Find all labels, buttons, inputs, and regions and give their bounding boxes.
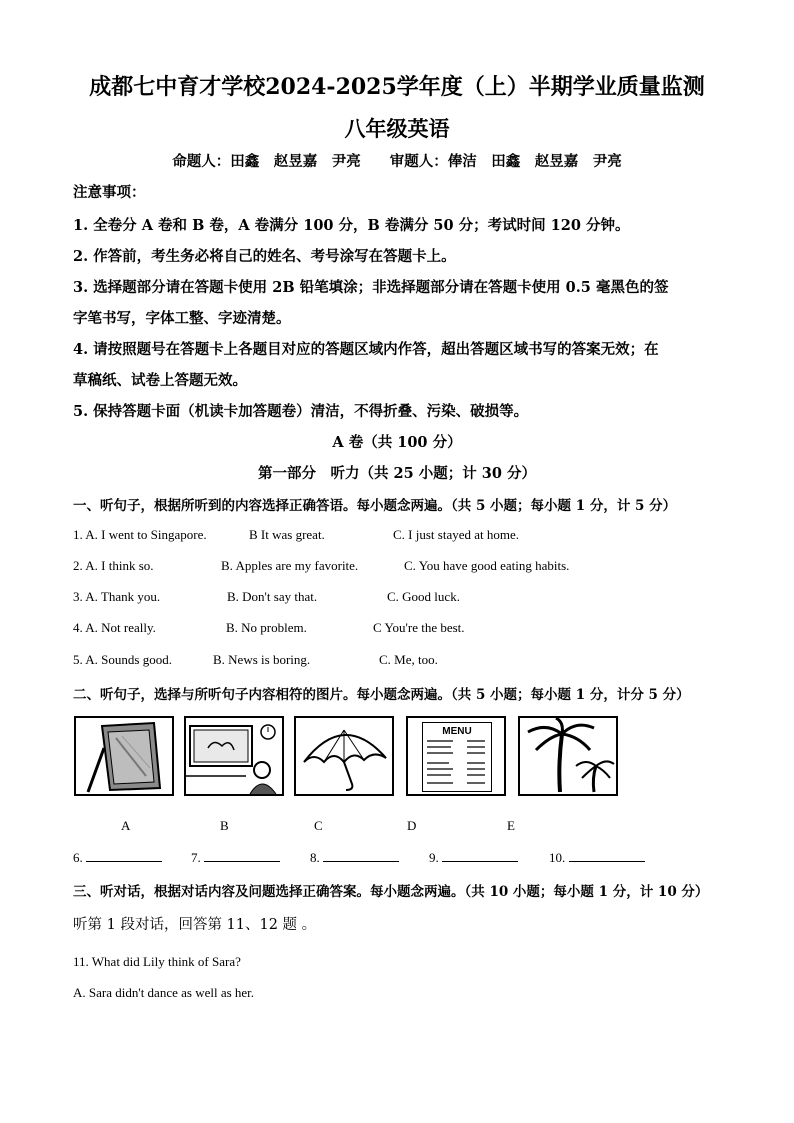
- picture-a-tablet: [74, 716, 174, 796]
- section2-heading: 二、听句子，选择与所听句子内容相符的图片。每小题念两遍。（共 5 小题；每小题 1 分，计分 5 分）: [73, 687, 690, 703]
- picture-label-d: D: [407, 818, 417, 833]
- blank-number: 8.: [310, 850, 320, 865]
- q4-option-a: 4. A. Not really.: [73, 620, 156, 635]
- q1-option-b: B It was great.: [249, 527, 325, 542]
- picture-label-a: A: [121, 818, 131, 833]
- note-item: 草稿纸、试卷上答题无效。: [73, 372, 247, 389]
- question-11-option-a: A. Sara didn't dance as well as her.: [73, 985, 255, 1000]
- tablet-illustration: [76, 718, 172, 794]
- note-item: 3. 选择题部分请在答题卡使用 2B 铅笔填涂；非选择题部分请在答题卡使用 0.5 毫黑色的签: [73, 279, 669, 296]
- menu-lines: [423, 737, 491, 789]
- q2-option-b: B. Apples are my favorite.: [221, 558, 359, 573]
- blank-line: [204, 849, 280, 862]
- watching-tv-illustration: [186, 718, 282, 794]
- exam-authors: 命题人：田鑫 赵昱嘉 尹亮 审题人：俸洁 田鑫 赵昱嘉 尹亮: [172, 153, 622, 170]
- blank-line: [442, 849, 518, 862]
- q3-option-a: 3. A. Thank you.: [73, 589, 161, 604]
- q3-option-c: C. Good luck.: [387, 589, 460, 604]
- picture-b-watching-tv: [184, 716, 284, 796]
- part-heading: 第一部分 听力（共 25 小题；计 30 分）: [257, 465, 537, 482]
- menu-card: [422, 722, 492, 792]
- note-item: 字笔书写，字体工整、字迹清楚。: [73, 310, 291, 327]
- section3-heading: 三、听对话，根据对话内容及问题选择正确答案。每小题念两遍。（共 10 小题；每小题 1 分，计 10 分）: [73, 884, 709, 900]
- picture-label-c: C: [314, 818, 323, 833]
- picture-e-palm-trees: [518, 716, 618, 796]
- blank-number: 9.: [429, 850, 439, 865]
- notes-heading: 注意事项：: [73, 184, 146, 201]
- answer-blank-7: [191, 849, 280, 866]
- note-item: 4. 请按照题号在答题卡上各题目对应的答题区域内作答，超出答题区域书写的答案无效；在: [73, 341, 659, 358]
- exam-title: 成都七中育才学校2024-2025学年度（上）半期学业质量监测: [89, 74, 705, 100]
- answer-blank-9: [429, 849, 518, 866]
- note-item: 2. 作答前，考生务必将自己的姓名、考号涂写在答题卡上。: [73, 248, 456, 265]
- q5-option-b: B. News is boring.: [213, 652, 311, 667]
- picture-label-e: E: [507, 818, 515, 833]
- q2-option-a: 2. A. I think so.: [73, 558, 154, 573]
- palm-trees-illustration: [520, 718, 616, 794]
- answer-blank-6: [73, 849, 162, 866]
- menu-title: MENU: [442, 726, 472, 737]
- volume-heading: A 卷（共 100 分）: [332, 434, 462, 451]
- picture-d-menu: [406, 716, 506, 796]
- umbrella-illustration: [296, 718, 392, 794]
- blank-number: 6.: [73, 850, 83, 865]
- question-11: 11. What did Lily think of Sara?: [73, 954, 241, 969]
- blank-line: [569, 849, 645, 862]
- q1-option-c: C. I just stayed at home.: [393, 527, 520, 542]
- blank-number: 7.: [191, 850, 201, 865]
- picture-c-umbrella: [294, 716, 394, 796]
- section3-instruction: 听第 1 段对话，回答第 11、12 题 。: [73, 917, 317, 933]
- note-item: 1. 全卷分 A 卷和 B 卷，A 卷满分 100 分，B 卷满分 50 分；考试时间 120 分钟。: [73, 217, 630, 234]
- note-item: 5. 保持答题卡面（机读卡加答题卷）清洁，不得折叠、污染、破损等。: [73, 403, 529, 420]
- blank-number: 10.: [549, 850, 566, 865]
- blank-line: [86, 849, 162, 862]
- q5-option-a: 5. A. Sounds good.: [73, 652, 172, 667]
- exam-subtitle: 八年级英语: [344, 116, 450, 141]
- q1-option-a: 1. A. I went to Singapore.: [73, 527, 207, 542]
- blank-line: [323, 849, 399, 862]
- q5-option-c: C. Me, too.: [379, 652, 438, 667]
- section1-heading: 一、听句子，根据所听到的内容选择正确答语。每小题念两遍。（共 5 小题；每小题 1 分，计 5 分）: [73, 498, 677, 514]
- answer-blank-8: [310, 849, 399, 866]
- q4-option-b: B. No problem.: [226, 620, 307, 635]
- q3-option-b: B. Don't say that.: [227, 589, 318, 604]
- picture-label-b: B: [220, 818, 229, 833]
- q4-option-c: C You're the best.: [373, 620, 465, 635]
- answer-blank-10: [549, 849, 645, 866]
- q2-option-c: C. You have good eating habits.: [404, 558, 570, 573]
